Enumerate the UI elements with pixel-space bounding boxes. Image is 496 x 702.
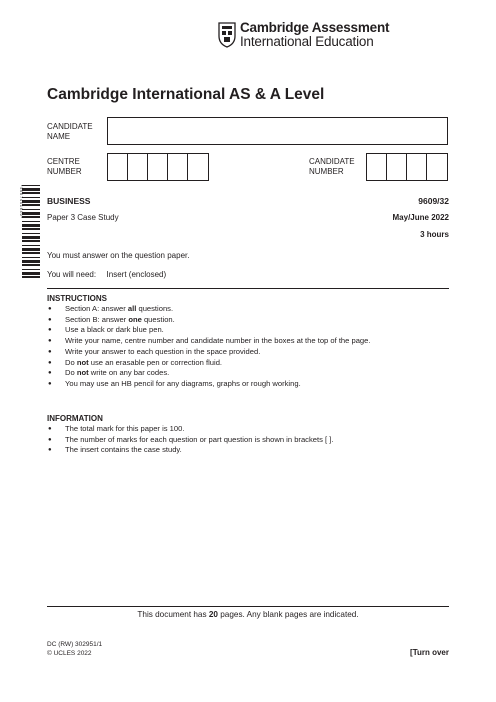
cambridge-crest-icon bbox=[218, 22, 236, 48]
barcode-bar bbox=[22, 200, 40, 203]
digit-box[interactable] bbox=[367, 154, 387, 180]
information-item: ● The insert contains the case study. bbox=[47, 445, 333, 456]
exam-session: May/June 2022 bbox=[392, 213, 449, 222]
instruction-item: ● Write your answer to each question in the space provided. bbox=[47, 347, 371, 358]
instructions-list bbox=[47, 304, 371, 390]
barcode-bar bbox=[22, 272, 40, 275]
page-count: 20 bbox=[208, 610, 218, 619]
digit-box[interactable] bbox=[168, 154, 188, 180]
instruction-item: ● Use a black or dark blue pen. bbox=[47, 325, 371, 336]
barcode bbox=[18, 185, 40, 281]
barcode-bar bbox=[22, 240, 40, 242]
barcode-bar bbox=[22, 224, 40, 227]
barcode-bar bbox=[22, 260, 40, 263]
need-value: Insert (enclosed) bbox=[106, 270, 167, 279]
copyright: © UCLES 2022 bbox=[47, 650, 92, 657]
barcode-bar bbox=[22, 212, 40, 215]
information-item: ● The total mark for this paper is 100. bbox=[47, 424, 333, 435]
barcode-bar bbox=[22, 264, 40, 266]
barcode-bar bbox=[22, 252, 40, 254]
exam-duration: 3 hours bbox=[420, 230, 449, 239]
paper-name: Paper 3 Case Study bbox=[47, 213, 119, 222]
candidate-name-box[interactable] bbox=[107, 117, 448, 145]
digit-box[interactable] bbox=[108, 154, 128, 180]
subject: BUSINESS bbox=[47, 196, 91, 206]
instruction-item: ● Do not write on any bar codes. bbox=[47, 368, 371, 379]
barcode-graphic bbox=[18, 185, 40, 281]
qualification-title: Cambridge International AS & A Level bbox=[47, 86, 325, 103]
need-label: You will need: bbox=[47, 270, 97, 279]
barcode-bar bbox=[22, 192, 40, 194]
candidate-name-label: CANDIDATE NAME bbox=[47, 122, 93, 141]
barcode-bar bbox=[22, 209, 40, 210]
document-code: DC (RW) 302951/1 bbox=[47, 641, 103, 648]
turn-over: [Turn over bbox=[410, 648, 449, 657]
barcode-bar bbox=[22, 185, 40, 186]
digit-box[interactable] bbox=[407, 154, 427, 180]
candidate-number-boxes[interactable] bbox=[366, 153, 448, 181]
paper-code: 9609/32 bbox=[418, 196, 449, 206]
information-item: ● The number of marks for each question or part question is shown in brackets [ ]. bbox=[47, 435, 333, 446]
centre-number-boxes[interactable] bbox=[107, 153, 209, 181]
barcode-bar bbox=[22, 221, 40, 222]
information-heading: INFORMATION bbox=[47, 414, 103, 423]
materials-needed bbox=[47, 270, 166, 280]
instruction-item: ● Section A: answer all questions. bbox=[47, 304, 371, 315]
instruction-item: ● Section B: answer one question. bbox=[47, 315, 371, 326]
page-count-note: This document has 20 pages. Any blank pages are indicated. bbox=[137, 610, 359, 619]
digit-box[interactable] bbox=[387, 154, 407, 180]
barcode-bar bbox=[22, 245, 40, 246]
barcode-bar bbox=[22, 269, 40, 270]
candidate-number-label: CANDIDATE NUMBER bbox=[309, 157, 355, 176]
digit-box[interactable] bbox=[188, 154, 208, 180]
barcode-bar bbox=[22, 248, 40, 251]
barcode-bar bbox=[22, 204, 40, 206]
barcode-bar bbox=[22, 257, 40, 258]
barcode-bar bbox=[22, 188, 40, 191]
digit-box[interactable] bbox=[427, 154, 447, 180]
barcode-bar bbox=[22, 228, 40, 230]
barcode-digits: * 5 6 0 7 4 4 1 6 4 0 * bbox=[19, 185, 23, 218]
logo-wordmark bbox=[240, 21, 389, 48]
barcode-bar bbox=[22, 197, 40, 198]
logo-line2: International Education bbox=[240, 34, 374, 49]
footer-codes bbox=[47, 640, 102, 658]
divider bbox=[47, 288, 449, 289]
centre-number-label: CENTRE NUMBER bbox=[47, 157, 82, 176]
instructions-section bbox=[47, 294, 371, 390]
instruction-item: ● Do not use an erasable pen or correction fluid. bbox=[47, 358, 371, 369]
barcode-bar bbox=[22, 236, 40, 239]
instruction-item: ● You may use an HB pencil for any diagrams, graphs or rough working. bbox=[47, 379, 371, 390]
logo-line1: Cambridge Assessment bbox=[240, 20, 390, 35]
information-section bbox=[47, 414, 333, 456]
barcode-bar bbox=[22, 276, 40, 278]
cambridge-logo bbox=[218, 20, 390, 50]
answer-note: You must answer on the question paper. bbox=[47, 251, 190, 260]
digit-box[interactable] bbox=[128, 154, 148, 180]
barcode-bar bbox=[22, 216, 40, 218]
instruction-item: ● Write your name, centre number and candidate number in the boxes at the top of the page. bbox=[47, 336, 371, 347]
information-list bbox=[47, 424, 333, 456]
instructions-heading: INSTRUCTIONS bbox=[47, 294, 107, 303]
footer-divider bbox=[47, 606, 449, 607]
digit-box[interactable] bbox=[148, 154, 168, 180]
barcode-bar bbox=[22, 233, 40, 234]
